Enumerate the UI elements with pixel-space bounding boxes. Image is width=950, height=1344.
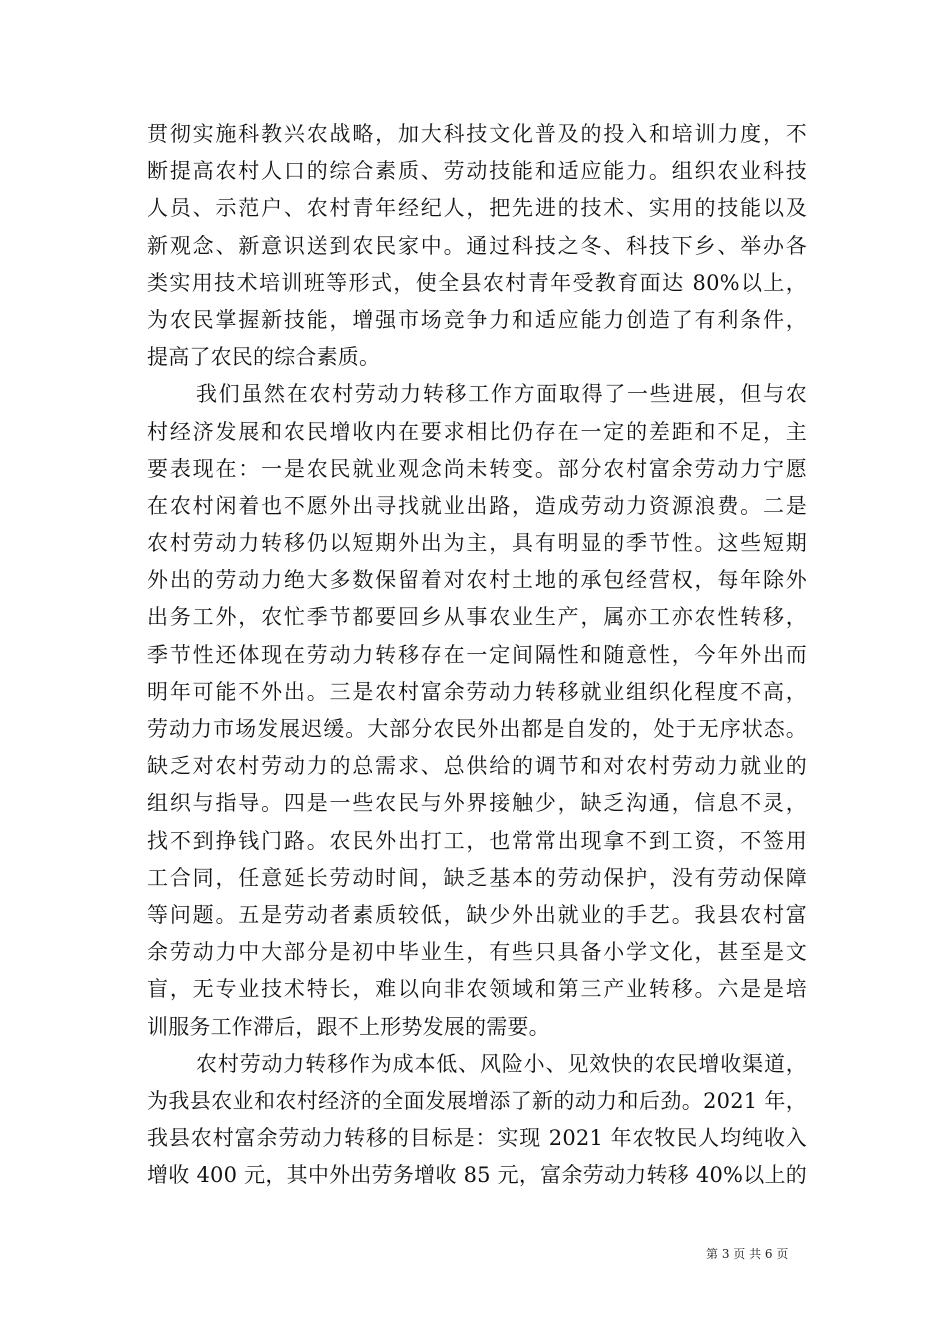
text-line: 农村劳动力转移仍以短期外出为主，具有明显的季节性。这些短期 [147,531,807,556]
text-line: 为农民掌握新技能，增强市场竞争力和适应能力创造了有利条件， [147,307,807,332]
text-line: 劳动力市场发展迟缓。大部分农民外出都是自发的，处于无序状态。 [147,717,807,741]
document-body [147,116,807,1194]
paragraph [147,116,807,376]
text-line: 训服务工作滞后，跟不上形势发展的需要。 [147,1014,550,1039]
text-line: 季节性还体现在劳动力转移存在一定间隔性和随意性，今年外出而 [147,642,807,667]
text-line: 找不到挣钱门路。农民外出打工，也常常出现拿不到工资，不签用 [147,828,807,853]
text-line: 断提高农村人口的综合素质、劳动技能和适应能力。组织农业科技 [147,159,807,184]
text-line: 出务工外，农忙季节都要回乡从事农业生产，属亦工亦农性转移， [147,605,807,630]
text-line: 村经济发展和农民增收内在要求相比仍存在一定的差距和不足，主 [147,419,807,444]
text-line: 组织与指导。四是一些农民与外界接触少，缺乏沟通，信息不灵， [147,791,807,816]
paragraph [147,1046,807,1195]
text-line: 农村劳动力转移作为成本低、风险小、见效快的农民增收渠道， [196,1051,807,1076]
text-line: 我县农村富余劳动力转移的目标是：实现 2021 年农牧民人均纯收入 [147,1126,807,1151]
text-line: 我们虽然在农村劳动力转移工作方面取得了一些进展，但与农 [196,382,807,407]
text-line: 为我县农业和农村经济的全面发展增添了新的动力和后劲。2021 年， [147,1088,807,1113]
text-line: 新观念、新意识送到农民家中。通过科技之冬、科技下乡、举办各 [147,233,807,258]
text-line: 人员、示范户、农村青年经纪人，把先进的技术、实用的技能以及 [147,196,807,221]
text-line: 增收 400 元，其中外出劳务增收 85 元，富余劳动力转移 40%以上的 [147,1163,807,1188]
text-line: 外出的劳动力绝大多数保留着对农村土地的承包经营权，每年除外 [147,568,807,593]
text-line: 提高了农民的综合素质。 [147,345,381,370]
text-line: 类实用技术培训班等形式，使全县农村青年受教育面达 80%以上， [147,270,807,295]
text-line: 贯彻实施科教兴农战略，加大科技文化普及的投入和培训力度，不 [147,122,807,146]
text-line: 明年可能不外出。三是农村富余劳动力转移就业组织化程度不高， [147,679,807,704]
text-line: 要表现在：一是农民就业观念尚未转变。部分农村富余劳动力宁愿 [147,456,807,481]
text-line: 在农村闲着也不愿外出寻找就业出路，造成劳动力资源浪费。二是 [147,493,807,518]
text-line: 缺乏对农村劳动力的总需求、总供给的调节和对农村劳动力就业的 [147,754,807,779]
text-line: 盲，无专业技术特长，难以向非农领域和第三产业转移。六是是培 [147,977,807,1002]
text-line: 余劳动力中大部分是初中毕业生，有些只具备小学文化，甚至是文 [147,940,807,965]
page-number-footer: 第 3 页 共 6 页 [706,1247,789,1261]
text-line: 工合同，任意延长劳动时间，缺乏基本的劳动保护，没有劳动保障 [147,865,807,890]
text-line: 等问题。五是劳动者素质较低，缺少外出就业的手艺。我县农村富 [147,902,807,927]
paragraph [147,376,807,1045]
